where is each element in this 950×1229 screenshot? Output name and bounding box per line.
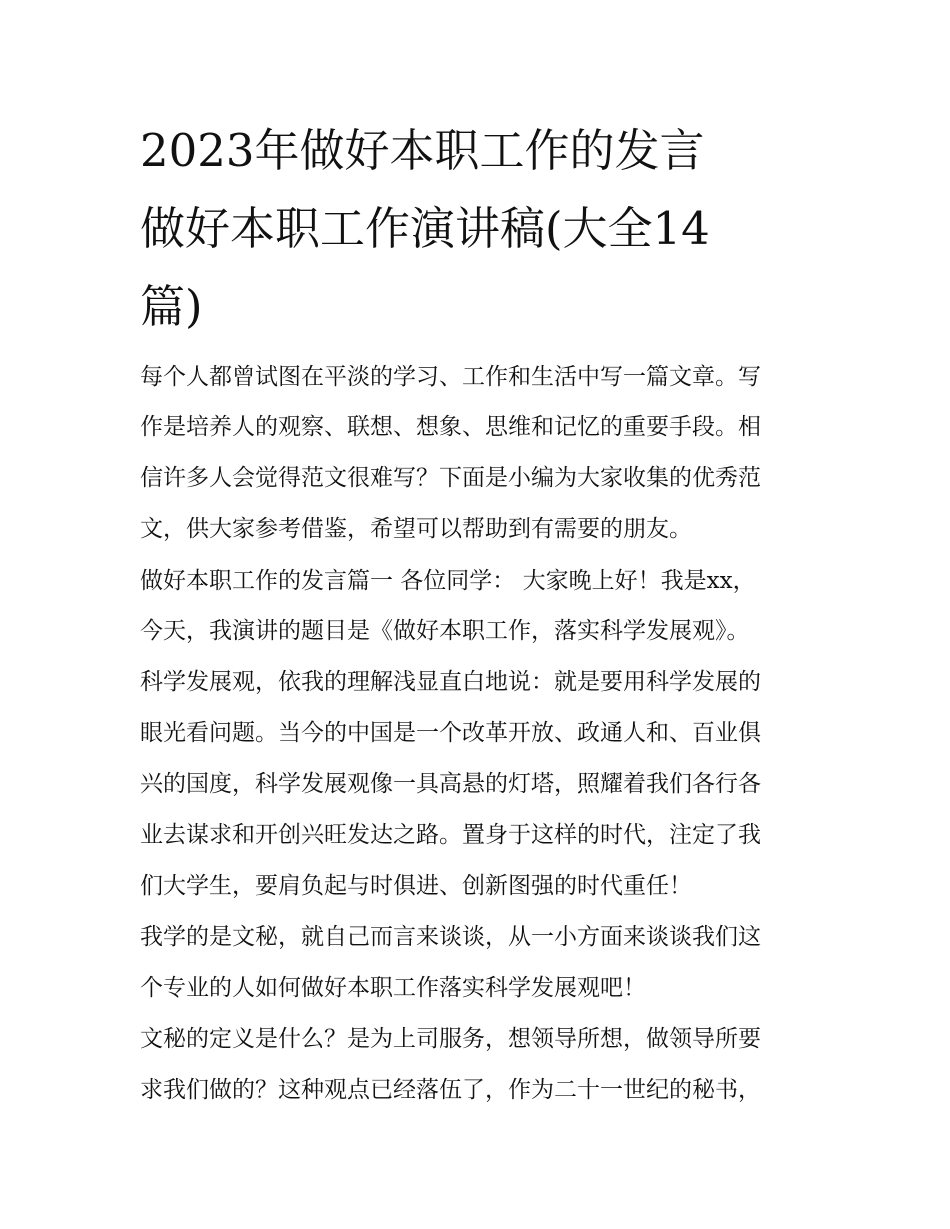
body-line: 我学的是文秘，就自己而言来谈谈，从一小方面来谈谈我们这	[140, 924, 761, 950]
title-line-1: 2023年做好本职工作的发言	[140, 124, 705, 177]
body-line: 今天，我演讲的题目是《做好本职工作，落实科学发展观》。	[140, 618, 750, 644]
body-line: 眼光看问题。当今的中国是一个改革开放、政通人和、百业俱	[140, 720, 761, 746]
body-line: 们大学生，要肩负起与时俱进、创新图强的时代重任！	[140, 873, 692, 899]
title-line-2: 做好本职工作演讲稿(大全14	[140, 202, 710, 255]
body-line: 兴的国度，科学发展观像一具高悬的灯塔，照耀着我们各行各	[140, 771, 761, 797]
body-line: 作是培养人的观察、联想、想象、思维和记忆的重要手段。相	[140, 414, 761, 440]
body-line: 做好本职工作的发言篇一 各位同学： 大家晚上好！我是xx，	[140, 568, 756, 594]
body-line: 科学发展观，依我的理解浅显直白地说：就是要用科学发展的	[140, 669, 761, 695]
body-line: 文，供大家参考借鉴，希望可以帮助到有需要的朋友。	[140, 516, 692, 542]
title-line-3: 篇)	[140, 280, 203, 333]
body-line: 求我们做的？这种观点已经落伍了，作为二十一世纪的秘书，	[140, 1077, 761, 1103]
body-line: 文秘的定义是什么？是为上司服务，想领导所想，做领导所要	[140, 1026, 761, 1052]
body-line: 业去谋求和开创兴旺发达之路。置身于这样的时代，注定了我	[140, 822, 761, 848]
body-line: 每个人都曾试图在平淡的学习、工作和生活中写一篇文章。写	[140, 364, 761, 390]
body-line: 个专业的人如何做好本职工作落实科学发展观吧！	[140, 975, 646, 1001]
body-line: 信许多人会觉得范文很难写？下面是小编为大家收集的优秀范	[140, 465, 761, 491]
